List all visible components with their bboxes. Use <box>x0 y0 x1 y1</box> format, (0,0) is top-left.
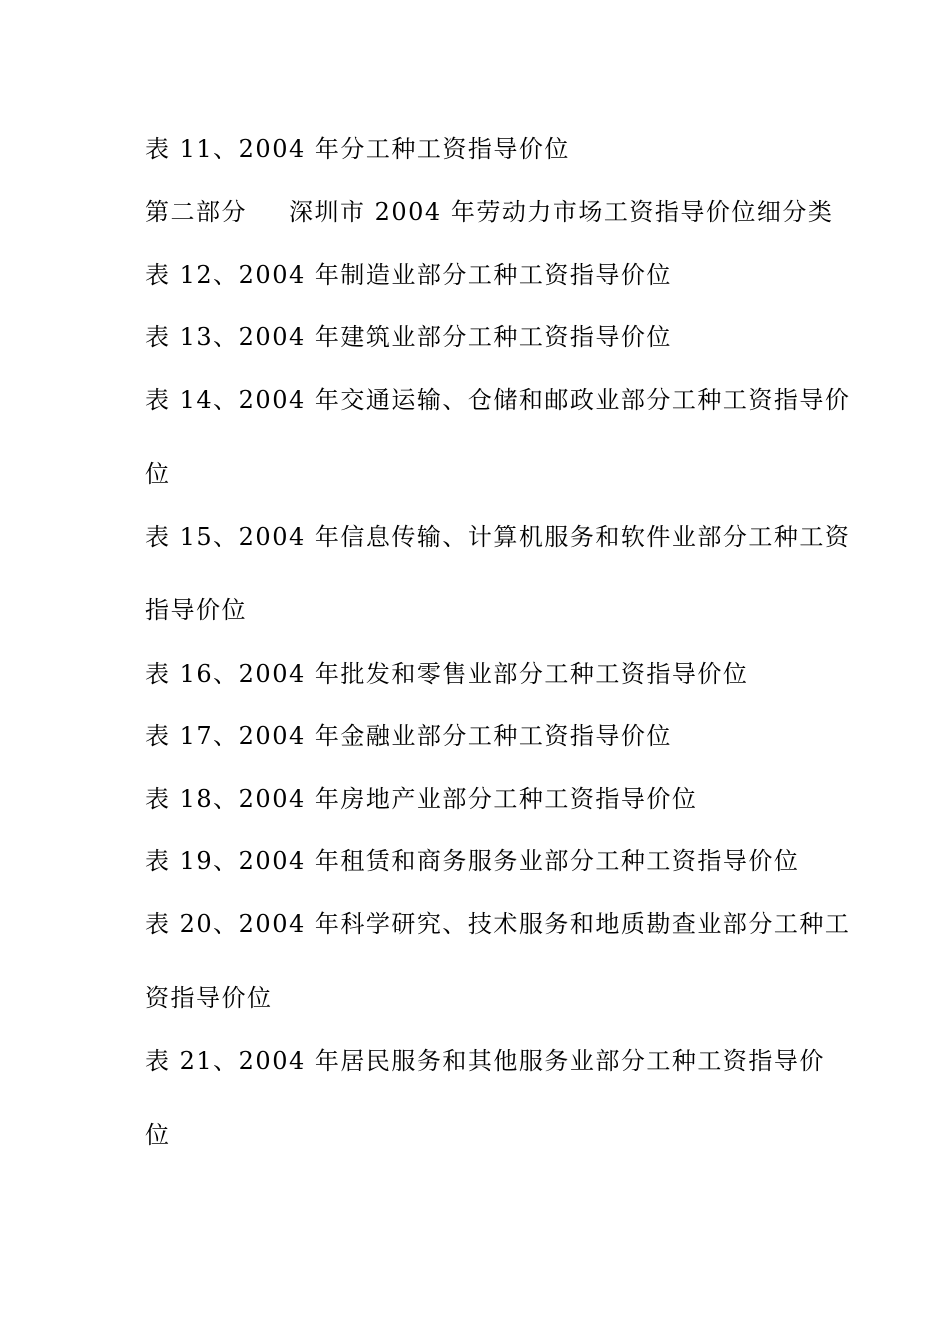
toc-entry-table-14: 表 14、2004 年交通运输、仓储和邮政业部分工种工资指导价 <box>145 386 851 414</box>
toc-entry-table-20-continued: 资指导价位 <box>145 984 273 1012</box>
toc-entry-table-15-continued: 指导价位 <box>145 596 247 624</box>
toc-entry-table-16: 表 16、2004 年批发和零售业部分工种工资指导价位 <box>145 660 749 688</box>
part-2-title: 深圳市 2004 年劳动力市场工资指导价位细分类 <box>289 198 834 226</box>
toc-entry-table-21-continued: 位 <box>145 1121 171 1149</box>
toc-entry-table-17: 表 17、2004 年金融业部分工种工资指导价位 <box>145 722 672 750</box>
toc-entry-table-14-continued: 位 <box>145 460 171 488</box>
toc-entry-table-18: 表 18、2004 年房地产业部分工种工资指导价位 <box>145 785 698 813</box>
toc-entry-table-21: 表 21、2004 年居民服务和其他服务业部分工种工资指导价 <box>145 1047 825 1075</box>
toc-entry-table-13: 表 13、2004 年建筑业部分工种工资指导价位 <box>145 323 672 351</box>
toc-entry-table-20: 表 20、2004 年科学研究、技术服务和地质勘查业部分工种工 <box>145 910 851 938</box>
toc-entry-table-15: 表 15、2004 年信息传输、计算机服务和软件业部分工种工资 <box>145 523 851 551</box>
toc-entry-part-2 <box>145 197 833 227</box>
part-2-label: 第二部分 <box>145 198 247 226</box>
toc-entry-table-11: 表 11、2004 年分工种工资指导价位 <box>145 135 570 163</box>
toc-entry-table-19: 表 19、2004 年租赁和商务服务业部分工种工资指导价位 <box>145 847 800 875</box>
toc-entry-table-12: 表 12、2004 年制造业部分工种工资指导价位 <box>145 261 672 289</box>
